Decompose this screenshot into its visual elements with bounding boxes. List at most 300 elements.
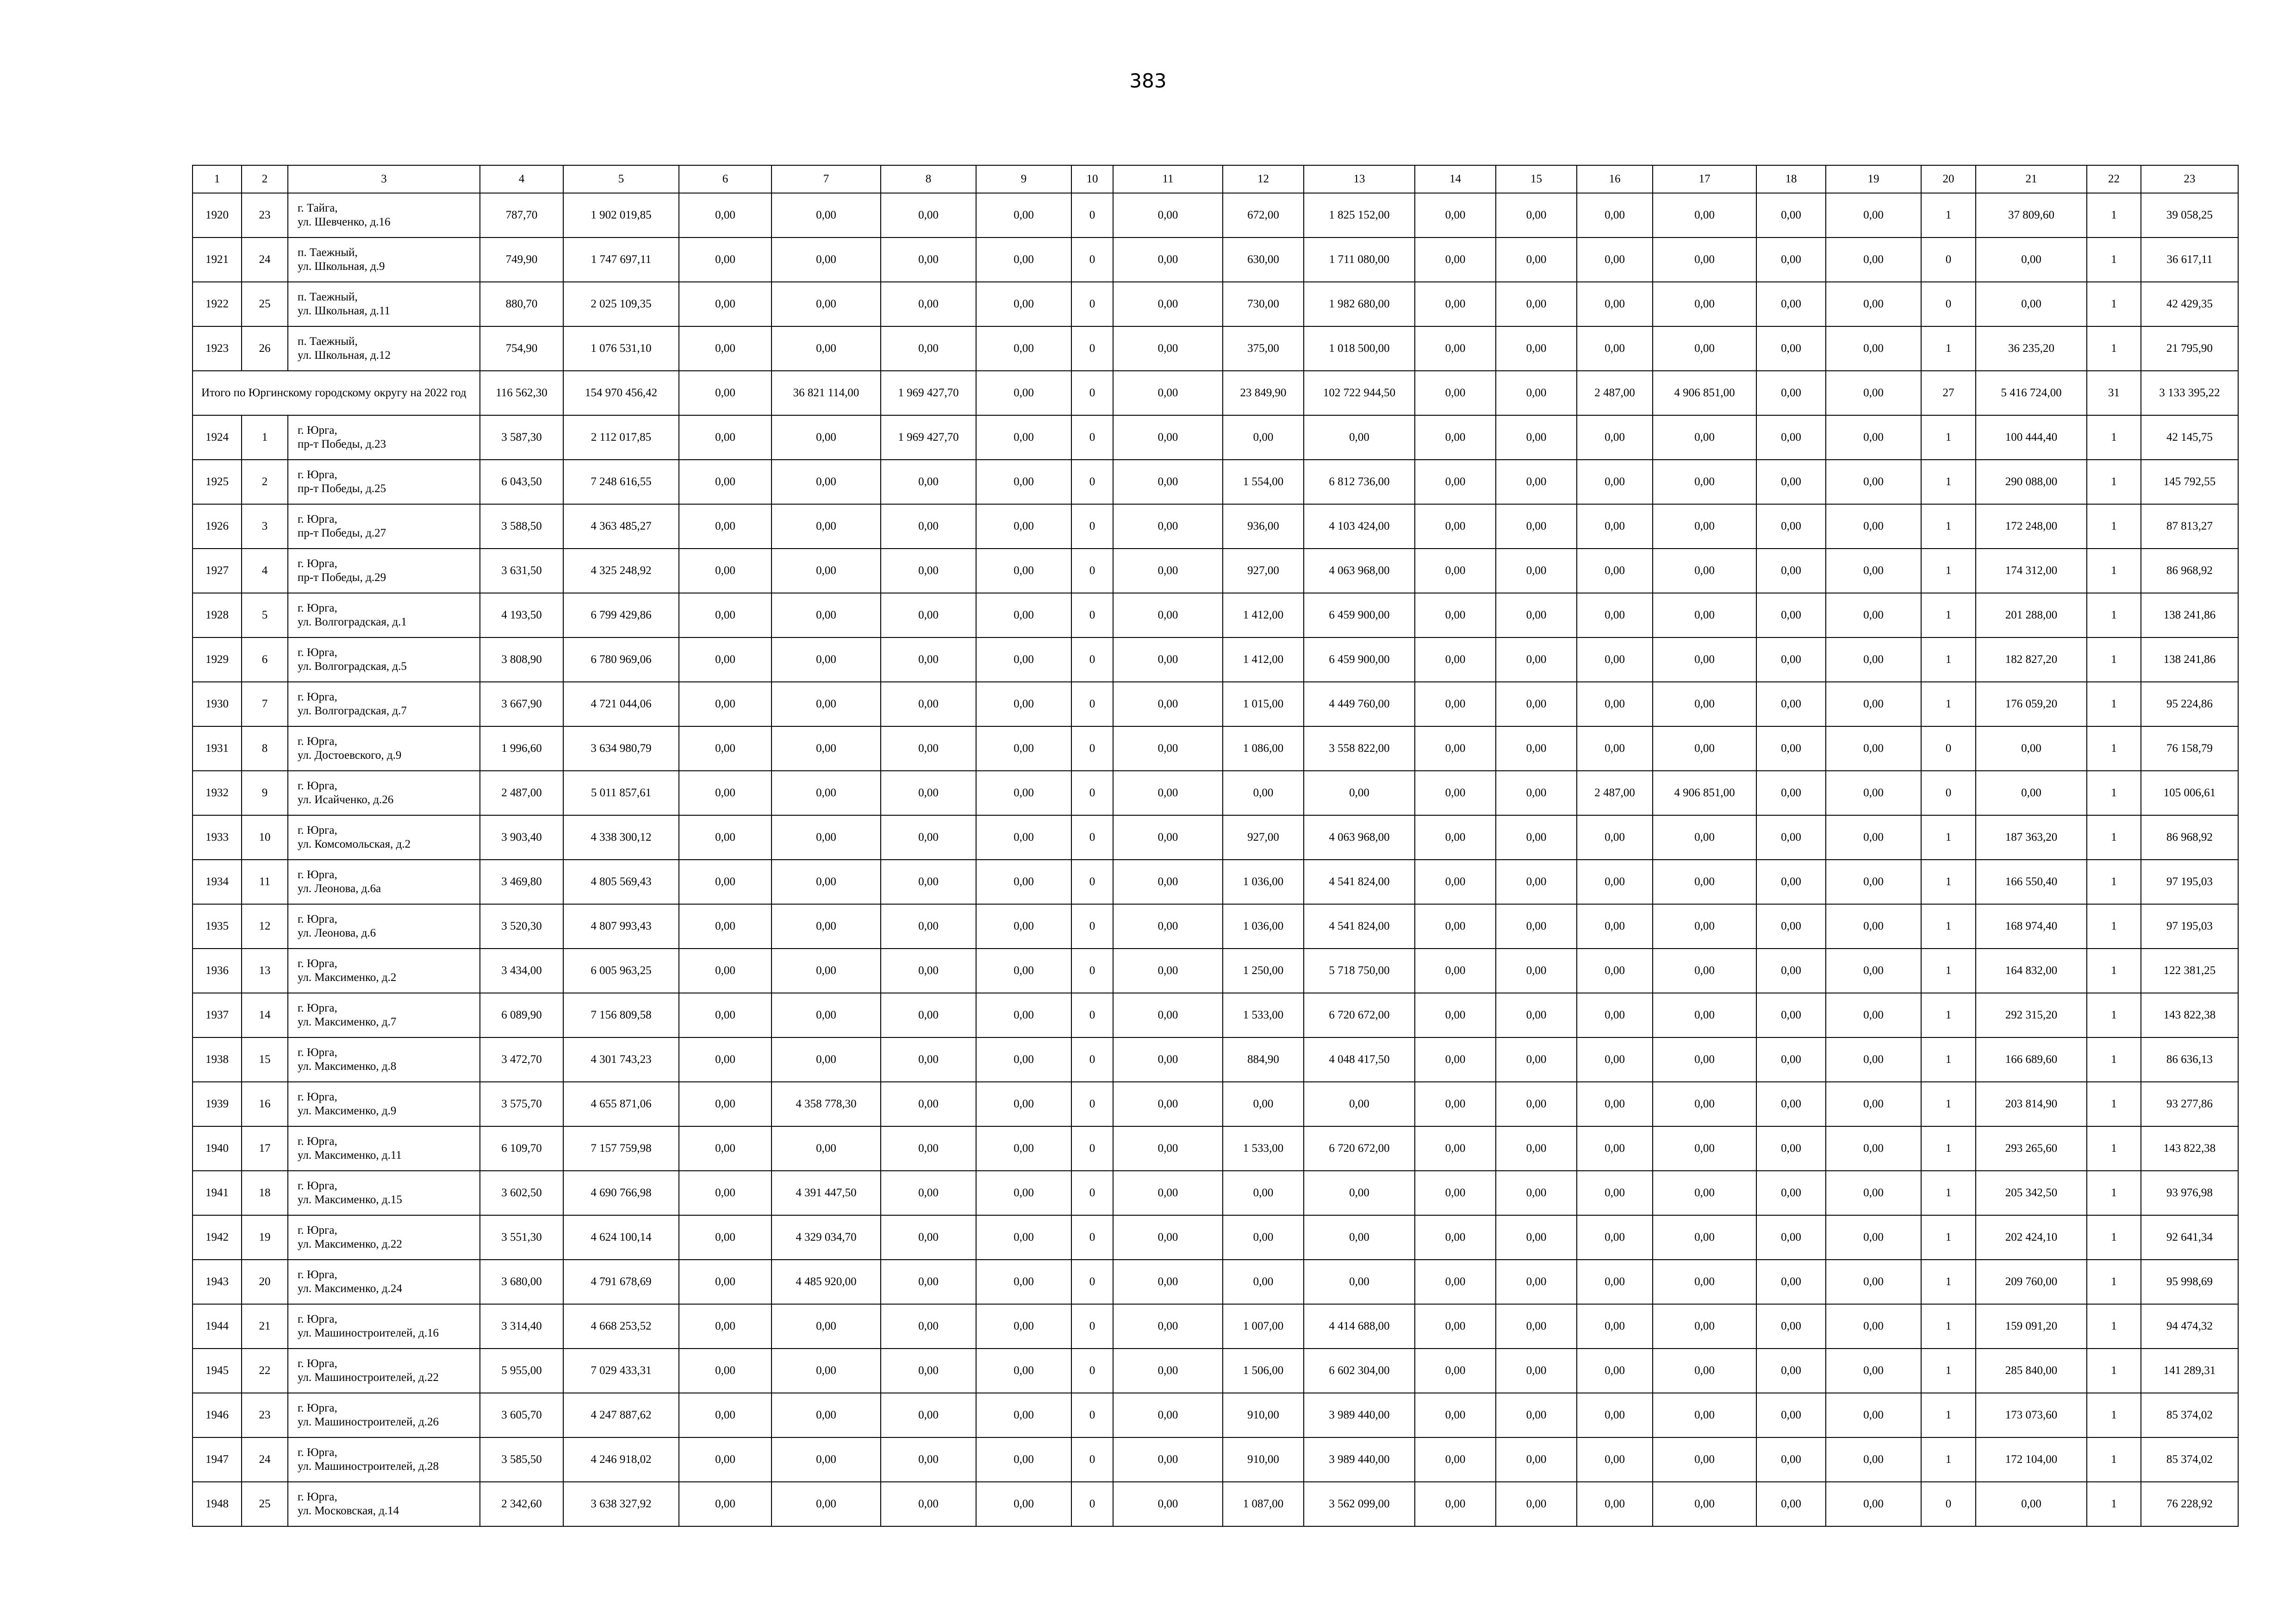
table-cell: 143 822,38	[2141, 993, 2238, 1037]
table-cell: 293 265,60	[1976, 1126, 2087, 1171]
table-cell: 1 076 531,10	[563, 326, 679, 371]
table-cell: 205 342,50	[1976, 1171, 2087, 1215]
table-cell: 0,00	[976, 415, 1071, 460]
table-cell: 0,00	[1496, 282, 1577, 326]
table-cell: 0	[1071, 237, 1113, 282]
table-cell: 1	[1921, 593, 1976, 637]
address-cell: г. Юрга, ул. Машиностроителей, д.26	[288, 1393, 480, 1437]
table-cell: 1 533,00	[1223, 993, 1304, 1037]
table-cell: 1 747 697,11	[563, 237, 679, 282]
table-cell: 1	[2087, 1260, 2141, 1304]
table-cell: 0,00	[1653, 860, 1756, 904]
table-cell: 6 812 736,00	[1304, 460, 1415, 504]
table-cell: 0,00	[976, 593, 1071, 637]
table-cell: 0,00	[1653, 1171, 1756, 1215]
table-cell: 1	[1921, 637, 1976, 682]
table-cell: 4 690 766,98	[563, 1171, 679, 1215]
table-cell: 3 605,70	[480, 1393, 563, 1437]
table-cell: 17	[242, 1126, 288, 1171]
table-cell: 936,00	[1223, 504, 1304, 549]
table-cell: 4 048 417,50	[1304, 1037, 1415, 1082]
table-cell: 4 449 760,00	[1304, 682, 1415, 726]
header-cell: 22	[2087, 165, 2141, 193]
table-cell: 0,00	[772, 593, 881, 637]
table-cell: 0,00	[1496, 504, 1577, 549]
table-cell: 0,00	[1496, 1215, 1577, 1260]
table-row	[193, 593, 2238, 637]
table-cell: 168 974,40	[1976, 904, 2087, 949]
table-cell: 0,00	[976, 904, 1071, 949]
table-cell: 0,00	[1653, 993, 1756, 1037]
table-cell: 0,00	[1653, 1482, 1756, 1526]
header-cell: 4	[480, 165, 563, 193]
table-cell: 0,00	[772, 1126, 881, 1171]
table-cell: 0,00	[881, 904, 976, 949]
address-cell: г. Юрга, пр-т Победы, д.29	[288, 549, 480, 593]
table-cell: 1 711 080,00	[1304, 237, 1415, 282]
table-cell: 4 668 253,52	[563, 1304, 679, 1349]
table-cell: 1	[2087, 1393, 2141, 1437]
table-cell: 0,00	[1577, 1037, 1653, 1082]
table-cell: 0,00	[976, 549, 1071, 593]
table-cell: 0,00	[976, 193, 1071, 237]
table-cell: 0,00	[679, 682, 772, 726]
table-cell: 1	[1921, 1304, 1976, 1349]
header-cell: 14	[1415, 165, 1496, 193]
table-cell: 0,00	[772, 637, 881, 682]
table-cell: 0,00	[1415, 993, 1496, 1037]
table-cell: 1 087,00	[1223, 1482, 1304, 1526]
table-cell: 0,00	[1756, 593, 1826, 637]
table-cell: 0,00	[1826, 1393, 1921, 1437]
table-cell: 0,00	[1756, 504, 1826, 549]
table-cell: 0,00	[881, 1082, 976, 1126]
table-cell: 0,00	[1113, 415, 1223, 460]
table-cell: 1	[2087, 549, 2141, 593]
table-cell: 0,00	[976, 637, 1071, 682]
table-cell: 141 289,31	[2141, 1349, 2238, 1393]
table-cell: 0,00	[772, 460, 881, 504]
table-cell: 0	[1071, 637, 1113, 682]
table-cell: 0,00	[772, 993, 881, 1037]
table-cell: 4 807 993,43	[563, 904, 679, 949]
table-cell: 4 906 851,00	[1653, 371, 1756, 415]
table-cell: 0,00	[976, 860, 1071, 904]
table-cell: 4 721 044,06	[563, 682, 679, 726]
table-cell: 1	[2087, 1349, 2141, 1393]
table-cell: 1 015,00	[1223, 682, 1304, 726]
table-cell: 0,00	[1653, 1037, 1756, 1082]
header-cell: 10	[1071, 165, 1113, 193]
table-cell: 0,00	[1496, 1260, 1577, 1304]
table-cell: 1 086,00	[1223, 726, 1304, 771]
header-cell: 23	[2141, 165, 2238, 193]
table-cell: 3 585,50	[480, 1437, 563, 1482]
address-cell: г. Юрга, пр-т Победы, д.23	[288, 415, 480, 460]
table-cell: 3 520,30	[480, 904, 563, 949]
table-row	[193, 726, 2238, 771]
table-cell: 0,00	[679, 726, 772, 771]
table-cell: 0,00	[1577, 193, 1653, 237]
table-cell: 3 808,90	[480, 637, 563, 682]
table-cell: 0,00	[881, 1349, 976, 1393]
table-cell: 1920	[193, 193, 242, 237]
table-cell: 0,00	[1577, 415, 1653, 460]
table-cell: 19	[242, 1215, 288, 1260]
table-cell: 0	[1071, 726, 1113, 771]
table-cell: 0	[1921, 726, 1976, 771]
table-cell: 0,00	[881, 949, 976, 993]
table-cell: 3 989 440,00	[1304, 1393, 1415, 1437]
table-row	[193, 815, 2238, 860]
table-cell: 1	[1921, 1260, 1976, 1304]
page-number: 383	[1129, 69, 1167, 92]
table-cell: 630,00	[1223, 237, 1304, 282]
table-cell: 116 562,30	[480, 371, 563, 415]
table-cell: 15	[242, 1037, 288, 1082]
table-cell: 0,00	[772, 1437, 881, 1482]
table-cell: 1	[1921, 1215, 1976, 1260]
address-cell: г. Юрга, ул. Машиностроителей, д.16	[288, 1304, 480, 1349]
table-cell: 1927	[193, 549, 242, 593]
address-cell: г. Юрга, ул. Комсомольская, д.2	[288, 815, 480, 860]
table-cell: 0,00	[1496, 193, 1577, 237]
table-cell: 2 342,60	[480, 1482, 563, 1526]
table-cell: 1 506,00	[1223, 1349, 1304, 1393]
table-cell: 4 325 248,92	[563, 549, 679, 593]
table-cell: 1	[2087, 637, 2141, 682]
table-cell: 0,00	[1577, 1126, 1653, 1171]
table-cell: 0	[1071, 1215, 1113, 1260]
table-cell: 12	[242, 904, 288, 949]
table-cell: 375,00	[1223, 326, 1304, 371]
table-cell: 0,00	[1756, 993, 1826, 1037]
table-cell: 3 634 980,79	[563, 726, 679, 771]
table-cell: 0,00	[1304, 1171, 1415, 1215]
table-cell: 23	[242, 193, 288, 237]
table-cell: 21 795,90	[2141, 326, 2238, 371]
table-cell: 1	[1921, 1393, 1976, 1437]
table-cell: 0,00	[1577, 237, 1653, 282]
table-cell: 0,00	[1415, 1482, 1496, 1526]
table-cell: 0	[1071, 771, 1113, 815]
table-cell: 7 156 809,58	[563, 993, 679, 1037]
table-cell: 1939	[193, 1082, 242, 1126]
table-cell: 0,00	[1496, 949, 1577, 993]
table-cell: 0,00	[1577, 726, 1653, 771]
table-cell: 0,00	[1653, 326, 1756, 371]
table-cell: 0,00	[1496, 993, 1577, 1037]
table-cell: 4 246 918,02	[563, 1437, 679, 1482]
table-cell: 0,00	[679, 1349, 772, 1393]
table-cell: 0,00	[772, 1037, 881, 1082]
table-cell: 0,00	[1113, 1126, 1223, 1171]
table-cell: 172 104,00	[1976, 1437, 2087, 1482]
table-cell: 86 636,13	[2141, 1037, 2238, 1082]
table-cell: 22	[242, 1349, 288, 1393]
table-row	[193, 860, 2238, 904]
table-cell: 0,00	[1577, 282, 1653, 326]
table-cell: 0,00	[1415, 1171, 1496, 1215]
table-cell: 3 638 327,92	[563, 1482, 679, 1526]
table-cell: 122 381,25	[2141, 949, 2238, 993]
table-row	[193, 1126, 2238, 1171]
table-cell: 1	[1921, 326, 1976, 371]
table-cell: 0,00	[1415, 1304, 1496, 1349]
table-cell: 8	[242, 726, 288, 771]
table-cell: 0,00	[1496, 726, 1577, 771]
table-cell: 202 424,10	[1976, 1215, 2087, 1260]
table-cell: 1	[1921, 860, 1976, 904]
table-cell: 0,00	[1113, 460, 1223, 504]
table-cell: 1	[1921, 993, 1976, 1037]
table-cell: 0,00	[976, 371, 1071, 415]
table-cell: 0,00	[881, 993, 976, 1037]
table-cell: 0	[1071, 282, 1113, 326]
header-row	[193, 165, 2238, 193]
table-cell: 0,00	[1496, 549, 1577, 593]
table-cell: 749,90	[480, 237, 563, 282]
table-cell: 0,00	[1826, 1437, 1921, 1482]
table-cell: 85 374,02	[2141, 1393, 2238, 1437]
table-cell: 0,00	[1113, 1037, 1223, 1082]
table-cell: 0,00	[679, 415, 772, 460]
table-cell: 0,00	[1113, 282, 1223, 326]
table-cell: 0,00	[1223, 1215, 1304, 1260]
header-cell: 18	[1756, 165, 1826, 193]
table-cell: 730,00	[1223, 282, 1304, 326]
table-cell: 3 558 822,00	[1304, 726, 1415, 771]
header-cell: 5	[563, 165, 679, 193]
table-cell: 159 091,20	[1976, 1304, 2087, 1349]
table-cell: 0,00	[1415, 682, 1496, 726]
table-cell: 0,00	[881, 1437, 976, 1482]
table-cell: 0,00	[1653, 549, 1756, 593]
table-cell: 0,00	[1577, 504, 1653, 549]
address-cell: г. Юрга, пр-т Победы, д.25	[288, 460, 480, 504]
table-cell: 0,00	[679, 771, 772, 815]
table-cell: 187 363,20	[1976, 815, 2087, 860]
table-row	[193, 993, 2238, 1037]
table-cell: 0,00	[772, 549, 881, 593]
table-cell: 0,00	[1577, 1437, 1653, 1482]
table-cell: 7 157 759,98	[563, 1126, 679, 1171]
table-row	[193, 282, 2238, 326]
table-cell: 0,00	[1756, 193, 1826, 237]
table-cell: 1 533,00	[1223, 1126, 1304, 1171]
table-cell: 0,00	[1826, 415, 1921, 460]
table-cell: 0,00	[1496, 682, 1577, 726]
table-cell: 1 018 500,00	[1304, 326, 1415, 371]
table-cell: 0	[1071, 371, 1113, 415]
table-cell: 0,00	[1653, 1349, 1756, 1393]
table-cell: 0	[1921, 1482, 1976, 1526]
table-cell: 0,00	[1113, 1437, 1223, 1482]
table-cell: 0,00	[1577, 993, 1653, 1037]
table-cell: 31	[2087, 371, 2141, 415]
table-cell: 0	[1071, 415, 1113, 460]
table-cell: 0,00	[1653, 504, 1756, 549]
table-cell: 1942	[193, 1215, 242, 1260]
table-cell: 0,00	[1577, 1349, 1653, 1393]
address-cell: г. Юрга, ул. Исайченко, д.26	[288, 771, 480, 815]
table-cell: 0,00	[1653, 460, 1756, 504]
table-cell: 0,00	[679, 993, 772, 1037]
table-cell: 0,00	[1826, 460, 1921, 504]
table-cell: 0,00	[679, 1126, 772, 1171]
table-cell: 0	[1071, 1393, 1113, 1437]
table-cell: 0,00	[1113, 1393, 1223, 1437]
table-cell: 1929	[193, 637, 242, 682]
table-cell: 4 541 824,00	[1304, 860, 1415, 904]
table-cell: 1 982 680,00	[1304, 282, 1415, 326]
table-cell: 182 827,20	[1976, 637, 2087, 682]
table-cell: 6 459 900,00	[1304, 593, 1415, 637]
table-row	[193, 1260, 2238, 1304]
table-cell: 0,00	[1496, 1304, 1577, 1349]
table-cell: 97 195,03	[2141, 860, 2238, 904]
table-cell: 4 805 569,43	[563, 860, 679, 904]
table-cell: 1 825 152,00	[1304, 193, 1415, 237]
table-cell: 1	[1921, 949, 1976, 993]
table-cell: 4	[242, 549, 288, 593]
table-cell: 0,00	[1415, 771, 1496, 815]
address-cell: г. Юрга, пр-т Победы, д.27	[288, 504, 480, 549]
table-cell: 0,00	[1653, 193, 1756, 237]
table-cell: 1 412,00	[1223, 593, 1304, 637]
table-cell: 3 989 440,00	[1304, 1437, 1415, 1482]
table-cell: 0,00	[881, 1393, 976, 1437]
table-cell: 0,00	[1113, 1171, 1223, 1215]
table-cell: 0,00	[881, 1260, 976, 1304]
address-cell: г. Юрга, ул. Машиностроителей, д.22	[288, 1349, 480, 1393]
table-cell: 0,00	[1756, 860, 1826, 904]
table-cell: 0	[1071, 460, 1113, 504]
table-cell: 0,00	[1113, 593, 1223, 637]
table-cell: 0,00	[772, 904, 881, 949]
table-cell: 0	[1071, 326, 1113, 371]
table-cell: 0,00	[679, 1037, 772, 1082]
table-cell: 0,00	[679, 593, 772, 637]
table-cell: 0,00	[1415, 1215, 1496, 1260]
table-cell: 37 809,60	[1976, 193, 2087, 237]
table-cell: 1	[1921, 1349, 1976, 1393]
table-cell: 0,00	[976, 237, 1071, 282]
table-cell: 0,00	[772, 771, 881, 815]
table-cell: 0,00	[976, 460, 1071, 504]
table-cell: 36 617,11	[2141, 237, 2238, 282]
table-cell: 1 969 427,70	[881, 415, 976, 460]
table-cell: 0,00	[976, 1437, 1071, 1482]
table-cell: 1	[2087, 771, 2141, 815]
table-cell: 18	[242, 1171, 288, 1215]
table-cell: 1	[2087, 237, 2141, 282]
table-cell: 0,00	[1496, 904, 1577, 949]
table-cell: 1 554,00	[1223, 460, 1304, 504]
table-row	[193, 1482, 2238, 1526]
table-cell: 0	[1071, 504, 1113, 549]
table-cell: 0,00	[1756, 415, 1826, 460]
table-cell: 4 391 447,50	[772, 1171, 881, 1215]
address-cell: г. Тайга, ул. Шевченко, д.16	[288, 193, 480, 237]
table-cell: 0,00	[1653, 282, 1756, 326]
table-cell: 7	[242, 682, 288, 726]
table-cell: 1948	[193, 1482, 242, 1526]
table-cell: 0,00	[1113, 1215, 1223, 1260]
address-cell: п. Таежный, ул. Школьная, д.9	[288, 237, 480, 282]
table-cell: 0,00	[976, 1482, 1071, 1526]
table-cell: 0,00	[1826, 549, 1921, 593]
table-cell: 0,00	[1976, 726, 2087, 771]
table-cell: 0,00	[881, 1482, 976, 1526]
header-cell: 3	[288, 165, 480, 193]
table-cell: 0,00	[976, 682, 1071, 726]
table-cell: 1	[2087, 860, 2141, 904]
table-cell: 0,00	[1113, 371, 1223, 415]
table-cell: 0,00	[1577, 815, 1653, 860]
table-cell: 0	[1071, 949, 1113, 993]
table-cell: 0,00	[1577, 593, 1653, 637]
table-cell: 0,00	[772, 682, 881, 726]
table-cell: 0,00	[772, 860, 881, 904]
table-cell: 910,00	[1223, 1393, 1304, 1437]
table-cell: 23 849,90	[1223, 371, 1304, 415]
table-cell: 0,00	[1415, 1037, 1496, 1082]
table-cell: 0,00	[772, 1304, 881, 1349]
table-cell: 1922	[193, 282, 242, 326]
table-cell: 1	[2087, 1437, 2141, 1482]
table-row	[193, 771, 2238, 815]
table-cell: 0,00	[1496, 1482, 1577, 1526]
table-cell: 21	[242, 1304, 288, 1349]
table-cell: 0,00	[1826, 993, 1921, 1037]
table-cell: 0,00	[772, 726, 881, 771]
table-cell: 0,00	[1826, 1349, 1921, 1393]
table-cell: 1	[1921, 1437, 1976, 1482]
address-cell: г. Юрга, ул. Максименко, д.15	[288, 1171, 480, 1215]
table-cell: 1923	[193, 326, 242, 371]
table-cell: 1921	[193, 237, 242, 282]
table-row	[193, 1171, 2238, 1215]
table-cell: 3 575,70	[480, 1082, 563, 1126]
table-cell: 0,00	[1415, 860, 1496, 904]
table-cell: 0,00	[1653, 815, 1756, 860]
table-cell: 42 145,75	[2141, 415, 2238, 460]
data-table	[192, 165, 2239, 1527]
table-cell: 0,00	[881, 504, 976, 549]
table-cell: 1941	[193, 1171, 242, 1215]
table-cell: 1	[1921, 415, 1976, 460]
table-cell: 4 301 743,23	[563, 1037, 679, 1082]
table-cell: 0,00	[1756, 371, 1826, 415]
table-row	[193, 549, 2238, 593]
table-cell: 0,00	[1826, 1260, 1921, 1304]
address-cell: г. Юрга, ул. Максименко, д.8	[288, 1037, 480, 1082]
table-cell: 0,00	[1826, 949, 1921, 993]
table-cell: 0,00	[772, 815, 881, 860]
table-cell: 0,00	[1304, 1082, 1415, 1126]
address-cell: г. Юрга, ул. Максименко, д.24	[288, 1260, 480, 1304]
table-cell: 0,00	[976, 282, 1071, 326]
table-cell: 0,00	[1223, 1171, 1304, 1215]
table-cell: 86 968,92	[2141, 815, 2238, 860]
table-cell: 0,00	[679, 815, 772, 860]
table-cell: 0,00	[1496, 815, 1577, 860]
table-cell: 0,00	[1577, 326, 1653, 371]
table-cell: 1945	[193, 1349, 242, 1393]
table-cell: 1	[2087, 326, 2141, 371]
table-cell: 1	[1921, 460, 1976, 504]
